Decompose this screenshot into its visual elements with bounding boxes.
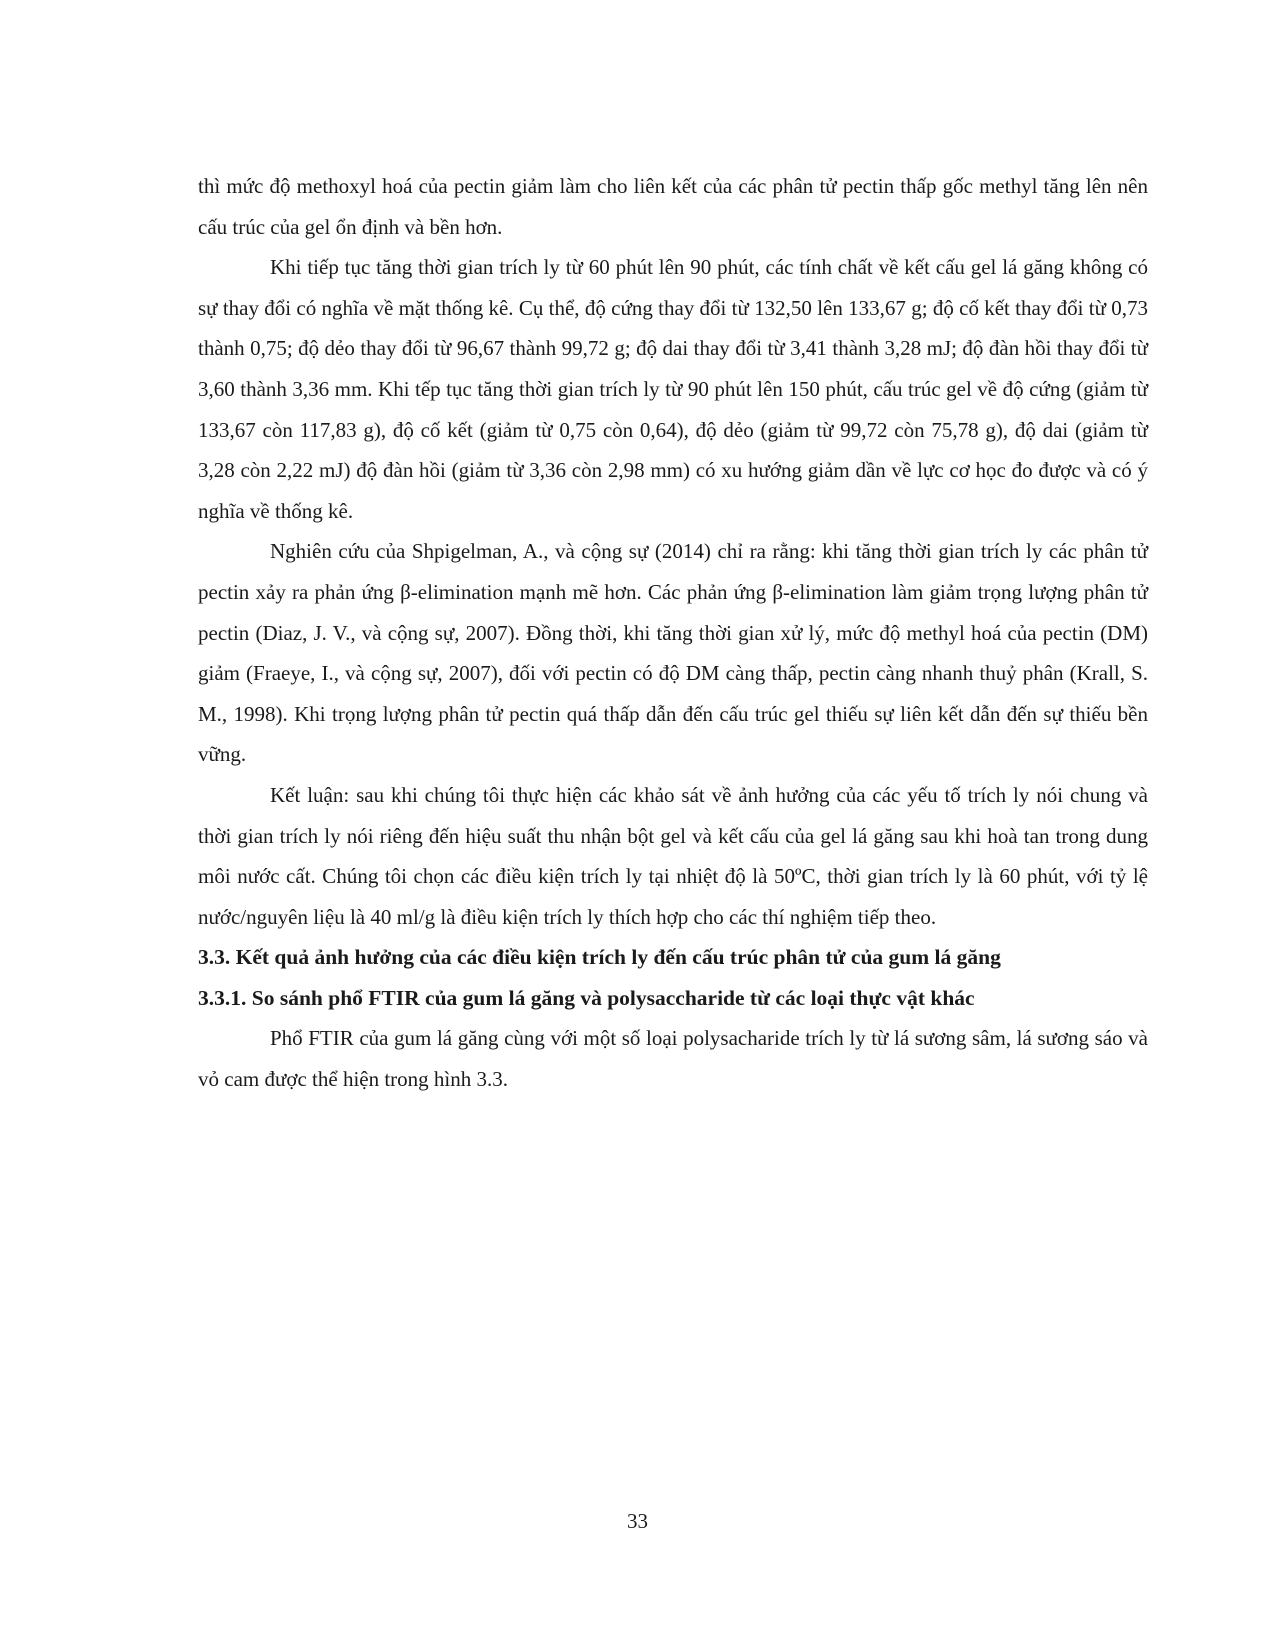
paragraph-continuation: thì mức độ methoxyl hoá của pectin giảm làm cho liên kết của các phân tử pectin thấp gốc methyl tăng lên nên cấu trúc của gel ổn định và bền hơn.: [198, 174, 1148, 239]
paragraph-ftir-intro: Phổ FTIR của gum lá găng cùng với một số loại polysacharide trích ly từ lá sương sâm, lá sương sáo và vỏ cam được thể hiện trong hình 3.3.: [198, 1026, 1148, 1092]
paragraph-literature-discussion: Nghiên cứu của Shpigelman, A., và cộng sự (2014) chỉ ra rằng: khi tăng thời gian trích ly các phân tử pectin xảy ra phản ứng β-elimination mạnh mẽ hơn. Các phản ứng β-elimination làm giảm trọng lượng phân tử pectin (Diaz, J. V., và cộng sự, 2007). Đồng thời, khi tăng thời gian xử lý, mức độ methyl hoá của pectin (DM) giảm (Fraeye, I., và cộng sự, 2007), đối với pectin có độ DM càng thấp, pectin càng nhanh thuỷ phân (Krall, S. M., 1998). Khi trọng lượng phân tử pectin quá thấp dẫn đến cấu trúc gel thiếu sự liên kết dẫn đến sự thiếu bền vững.: [198, 539, 1148, 767]
page-number: 33: [627, 1509, 648, 1533]
subsection-heading-3-3-1: 3.3.1. So sánh phổ FTIR của gum lá găng và polysaccharide từ các loại thực vật khác: [198, 985, 975, 1010]
section-heading-3-3: 3.3. Kết quả ảnh hưởng của các điều kiện trích ly đến cấu trúc phân tử của gum lá găng: [198, 945, 1001, 970]
paragraph-conclusion: Kết luận: sau khi chúng tôi thực hiện các khảo sát về ảnh hưởng của các yếu tố trích ly nói chung và thời gian trích ly nói riêng đến hiệu suất thu nhận bột gel và kết cấu của gel lá găng sau khi hoà tan trong dung môi nước cất. Chúng tôi chọn các điều kiện trích ly tại nhiệt độ là 50ºC, thời gian trích ly là 60 phút, với tỷ lệ nước/nguyên liệu là 40 ml/g là điều kiện trích ly thích hợp cho các thí nghiệm tiếp theo.: [198, 782, 1148, 929]
paragraph-extraction-time-results: Khi tiếp tục tăng thời gian trích ly từ 60 phút lên 90 phút, các tính chất về kết cấu gel lá găng không có sự thay đổi có nghĩa về mặt thống kê. Cụ thể, độ cứng thay đổi từ 132,50 lên 133,67 g; độ cố kết thay đổi từ 0,73 thành 0,75; độ dẻo thay đổi từ 96,67 thành 99,72 g; độ dai thay đổi từ 3,41 thành 3,28 mJ; độ đàn hồi thay đổi từ 3,60 thành 3,36 mm. Khi tếp tục tăng thời gian trích ly từ 90 phút lên 150 phút, cấu trúc gel về độ cứng (giảm từ 133,67 còn 117,83 g), độ cố kết (giảm từ 0,75 còn 0,64), độ dẻo (giảm từ 99,72 còn 75,78 g), độ dai (giảm từ 3,28 còn 2,22 mJ) độ đàn hồi (giảm từ 3,36 còn 2,98 mm) có xu hướng giảm dần về lực cơ học đo được và có ý nghĩa về thống kê.: [198, 255, 1148, 523]
document-body: [198, 166, 1148, 1100]
